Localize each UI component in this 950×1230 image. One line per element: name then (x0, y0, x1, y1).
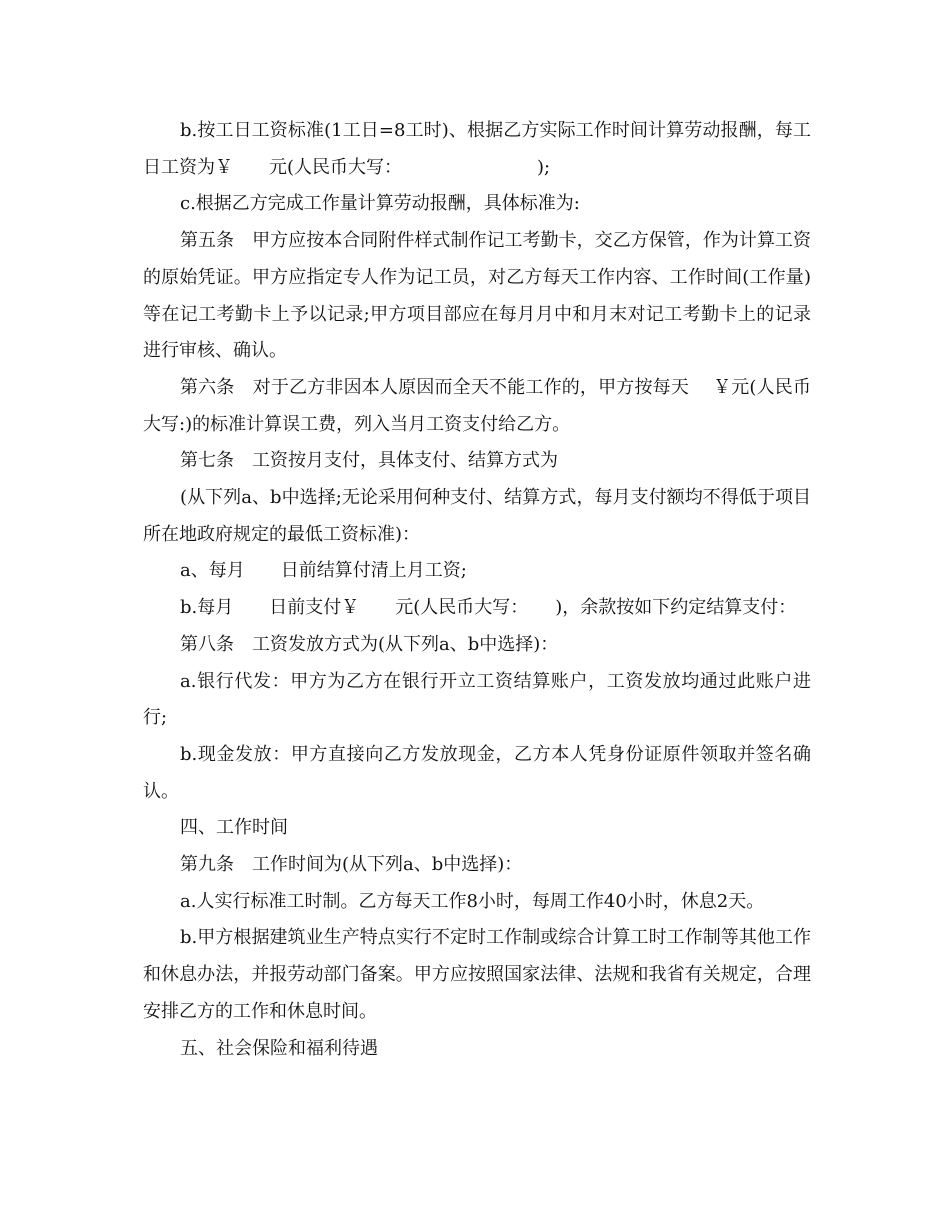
paragraph-article-7: 第七条 工资按月支付，具体支付、结算方式为 (180, 450, 558, 472)
paragraph-article-7-note: (从下列a、b中选择;无论采用何种支付、结算方式，每月支付额均不得低于项目所在地政府规定的最低工资标准)： (143, 487, 811, 545)
section-heading-social-insurance: 五、社会保险和福利待遇 (180, 1037, 378, 1059)
paragraph-article-5: 第五条 甲方应按本合同附件样式制作记工考勤卡，交乙方保管，作为计算工资的原始凭证。甲方应指定专人作为记工员，对乙方每天工作内容、工作时间(工作量)等在记工考勤卡上予以记录;甲方项目部应在每月月中和月末对记工考勤卡上的记录进行审核、确认。 (143, 230, 811, 362)
paragraph-article-8-option-b: b.现金发放：甲方直接向乙方发放现金，乙方本人凭身份证原件领取并签名确认。 (143, 743, 811, 802)
paragraph-article-8-option-a: a.银行代发：甲方为乙方在银行开立工资结算账户，工资发放均通过此账户进行; (143, 670, 811, 729)
paragraph-wage-by-workday: b.按工日工资标准(1工日=8工时)、根据乙方实际工作时间计算劳动报酬，每工日工资为￥ 元(人民币大写： ); (143, 120, 811, 178)
paragraph-wage-by-workload: c.根据乙方完成工作量计算劳动报酬，具体标准为: (180, 193, 580, 215)
paragraph-article-9-option-a: a.人实行标准工时制。乙方每天工作8小时，每周工作40小时，休息2天。 (180, 890, 765, 912)
section-heading-working-hours: 四、工作时间 (180, 817, 288, 839)
paragraph-article-7-option-a: a、每月 日前结算付清上月工资; (180, 560, 467, 582)
paragraph-article-8: 第八条 工资发放方式为(从下列a、b中选择)： (180, 633, 559, 655)
document-body (143, 113, 811, 1067)
paragraph-article-7-option-b: b.每月 日前支付￥ 元(人民币大写： )，余款按如下约定结算支付： (180, 597, 797, 619)
paragraph-article-9: 第九条 工作时间为(从下列a、b中选择)： (180, 854, 523, 876)
paragraph-article-9-option-b: b.甲方根据建筑业生产特点实行不定时工作制或综合计算工时工作制等其他工作和休息办法，并报劳动部门备案。甲方应按照国家法律、法规和我省有关规定，合理安排乙方的工作和休息时间。 (143, 927, 811, 1022)
paragraph-article-6: 第六条 对于乙方非因本人原因而全天不能工作的，甲方按每天 ￥元(人民币大写:)的标准计算误工费，列入当月工资支付给乙方。 (143, 376, 811, 435)
